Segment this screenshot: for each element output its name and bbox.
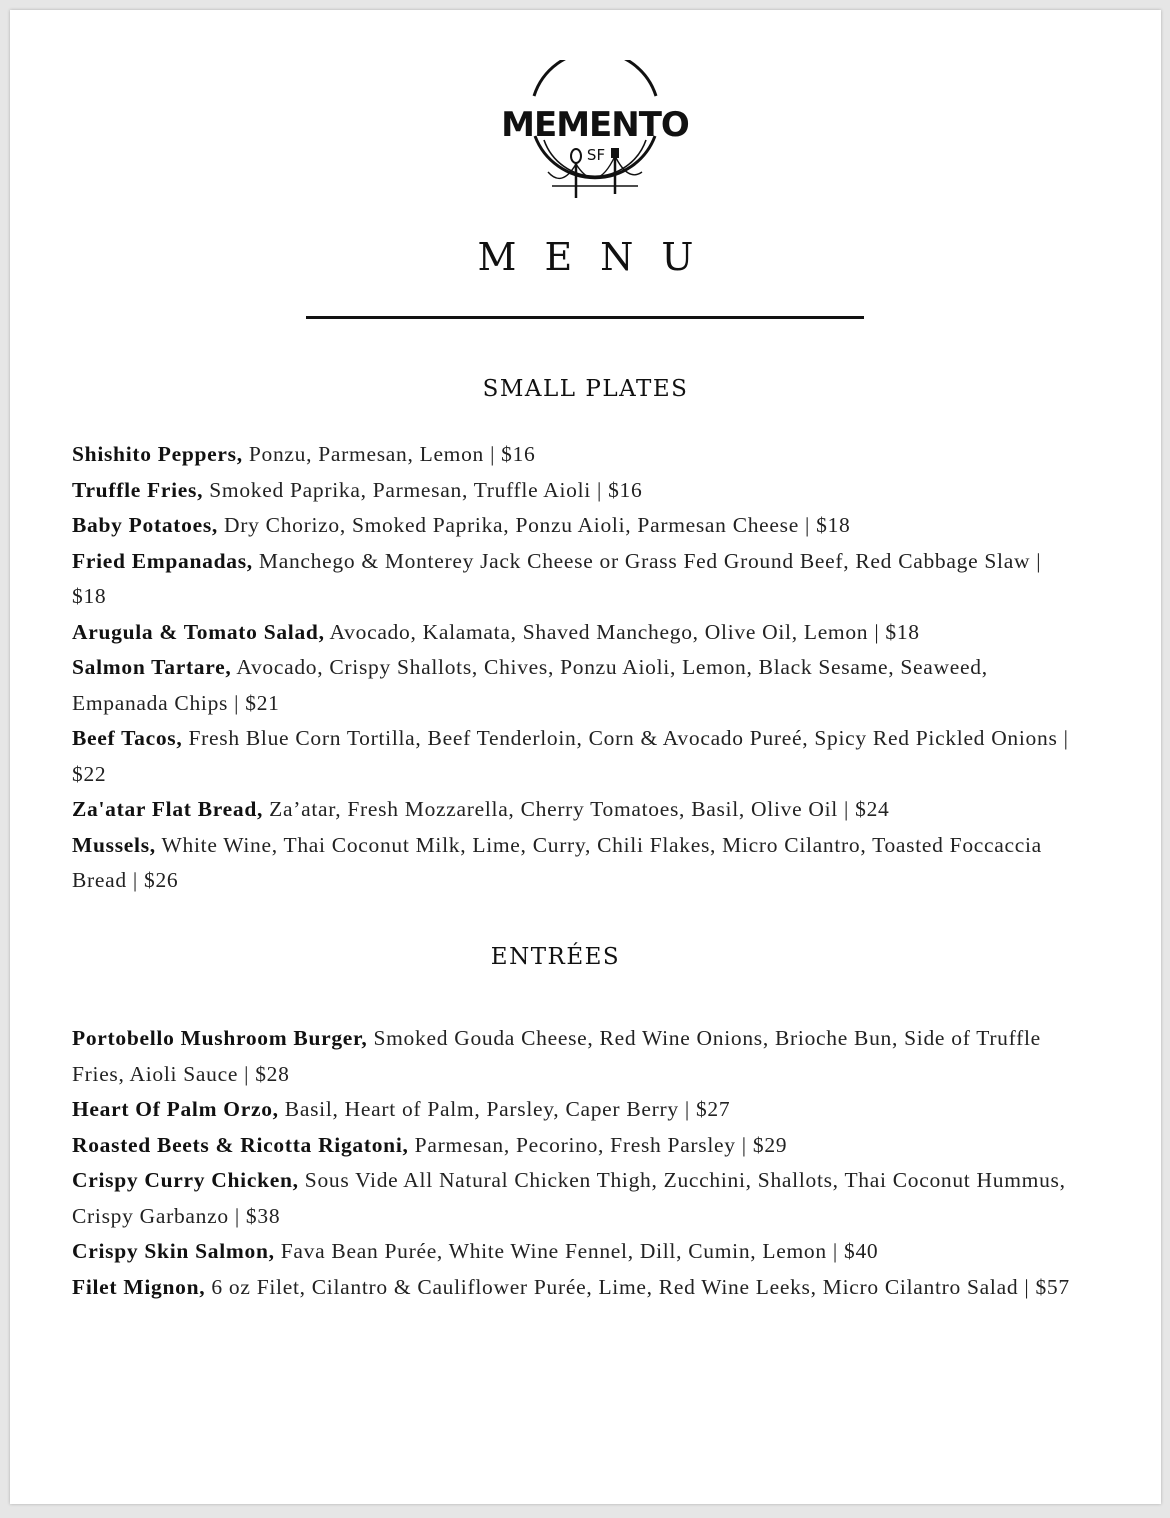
dish-details: Smoked Gouda Cheese, Red Wine Onions, Brioche Bun, Side of Truffle Fries, Aioli Sauce | $28: [72, 1026, 1041, 1086]
dish-details: Avocado, Kalamata, Shaved Manchego, Olive Oil, Lemon | $18: [324, 619, 920, 644]
dish-name: Crispy Skin Salmon,: [72, 1239, 275, 1263]
dish-details: Ponzu, Parmesan, Lemon | $16: [242, 442, 536, 466]
menu-item: [72, 650, 1072, 721]
menu-item: [72, 1128, 1072, 1164]
menu-item: [72, 792, 1072, 828]
menu-item: [72, 544, 1072, 615]
dish-details: Sous Vide All Natural Chicken Thigh, Zucchini, Shallots, Thai Coconut Hummus, Crispy Garbanzo | $38: [72, 1168, 1066, 1228]
dish-details: Dry Chorizo, Smoked Paprika, Ponzu Aioli, Parmesan Cheese | $18: [217, 513, 851, 537]
menu-item: [72, 1092, 1072, 1128]
menu-item: [72, 1234, 1072, 1270]
menu-item: [72, 615, 1072, 651]
menu-item: [72, 828, 1072, 899]
dish-name: Heart Of Palm Orzo,: [72, 1097, 279, 1121]
menu-item: [72, 721, 1072, 792]
dish-details: Basil, Heart of Palm, Parsley, Caper Berry | $27: [278, 1097, 731, 1121]
dish-details: Avocado, Crispy Shallots, Chives, Ponzu Aioli, Lemon, Black Sesame, Seaweed, Empanada Chips | $21: [72, 655, 988, 715]
section-heading-small-plates: SMALL PLATES: [482, 376, 689, 402]
dish-name: Truffle Fries,: [72, 477, 204, 502]
dish-name: Baby Potatoes,: [72, 513, 218, 537]
menu-item: [72, 1163, 1072, 1234]
dish-name: Crispy Curry Chicken,: [72, 1168, 299, 1192]
dish-details: Za’atar, Fresh Mozzarella, Cherry Tomatoes, Basil, Olive Oil | $24: [263, 797, 890, 821]
menu-item: [72, 508, 1072, 544]
dish-details: Fava Bean Purée, White Wine Fennel, Dill, Cumin, Lemon | $40: [274, 1239, 879, 1263]
dish-name: Filet Mignon,: [72, 1274, 206, 1299]
dish-details: White Wine, Thai Coconut Milk, Lime, Curry, Chili Flakes, Micro Cilantro, Toasted Foccaccia Bread | $26: [72, 832, 1042, 892]
menu-page: [10, 10, 1161, 1504]
dish-details: Parmesan, Pecorino, Fresh Parsley | $29: [408, 1132, 788, 1157]
dish-name: Mussels,: [72, 832, 156, 857]
menu-item: [72, 1270, 1072, 1306]
logo-city: SF: [586, 146, 606, 164]
dish-details: 6 oz Filet, Cilantro & Cauliflower Purée, Lime, Red Wine Leeks, Micro Cilantro Salad | $57: [205, 1274, 1070, 1299]
small-plates-list: [72, 437, 1072, 899]
menu-title: MENU: [477, 235, 722, 279]
logo-wordmark: MEMENTO: [501, 105, 689, 145]
dish-name: Fried Empanadas,: [72, 548, 253, 573]
dish-details: Smoked Paprika, Parmesan, Truffle Aioli | $16: [203, 477, 643, 502]
menu-item: [72, 1021, 1072, 1092]
title-divider: [306, 316, 864, 319]
memento-logo: [500, 60, 690, 205]
menu-item: [72, 473, 1072, 509]
dish-name: Roasted Beets & Ricotta Rigatoni,: [72, 1132, 409, 1157]
menu-item: [72, 437, 1072, 473]
dish-name: Beef Tacos,: [72, 726, 183, 750]
dish-name: Salmon Tartare,: [72, 655, 232, 679]
dish-name: Arugula & Tomato Salad,: [72, 619, 325, 644]
dish-details: Manchego & Monterey Jack Cheese or Grass Fed Ground Beef, Red Cabbage Slaw | $18: [72, 548, 1042, 608]
memento-logo-mark: [500, 60, 690, 205]
section-heading-entrees: ENTRÉES: [490, 944, 621, 970]
dish-details: Fresh Blue Corn Tortilla, Beef Tenderloin, Corn & Avocado Pureé, Spicy Red Pickled Onions | $22: [72, 726, 1069, 786]
entrees-list: [72, 1021, 1072, 1305]
dish-name: Portobello Mushroom Burger,: [72, 1026, 368, 1050]
dish-name: Shishito Peppers,: [72, 442, 243, 466]
dish-name: Za'atar Flat Bread,: [72, 797, 264, 821]
